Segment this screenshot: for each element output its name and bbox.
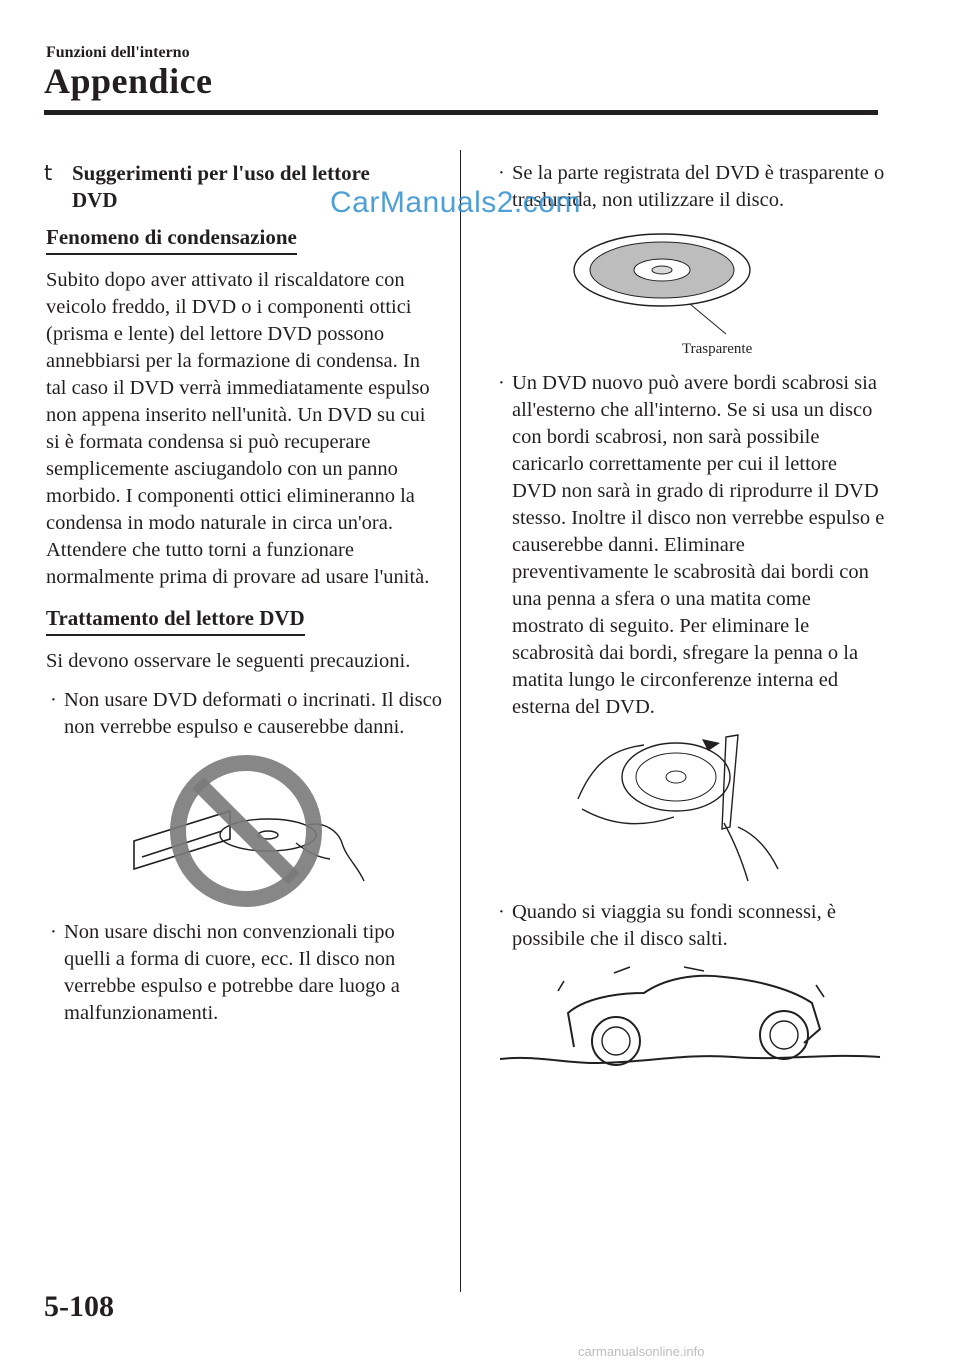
page-number: 5-108 <box>44 1290 114 1323</box>
vibration-marks <box>558 967 824 997</box>
transparent-label: Trasparente <box>682 341 753 357</box>
bullet-rough-roads <box>494 899 886 953</box>
condensation-heading: Fenomeno di condensazione <box>46 224 297 255</box>
wheel <box>770 1021 798 1049</box>
bumpy-road <box>500 1056 880 1063</box>
bullet-dot: · <box>498 372 505 394</box>
column-divider <box>460 150 461 1292</box>
right-hand-icon <box>724 823 778 881</box>
transparent-disc-figure <box>494 224 886 362</box>
bullet-dot: · <box>498 901 505 923</box>
deburring-disc-illustration <box>494 731 886 891</box>
section-marker: t <box>44 161 53 185</box>
watermark-top: CarManuals2.com <box>330 186 581 219</box>
header-rule <box>44 110 878 115</box>
bullet-dot: · <box>498 162 505 184</box>
left-hand-icon <box>578 745 674 824</box>
left-column <box>46 160 444 1037</box>
header-section-label: Funzioni dell'interno <box>46 44 190 61</box>
handling-heading: Trattamento del lettore DVD <box>46 605 305 636</box>
no-damaged-disc-illustration <box>46 751 444 911</box>
bullet-damaged-dvd <box>46 687 444 741</box>
wheel <box>592 1017 640 1065</box>
bullet-dot: · <box>50 921 57 943</box>
bullet-text: Un DVD nuovo può avere bordi scabrosi sia all'esterno che all'interno. Se si usa un disco con bordi scabrosi, non sarà possibile caricarlo correttamente per cui il lettore DVD non sarà in grado di riprodurre il DVD stesso. Inoltre il disco non verrebbe espulso e causerebbe danni. Eliminare preventivamente le scabrosità dai bordi con una penna a sfera o una matita come mostrato di seguito. Per eliminare le scabrosità dai bordi, sfregare la penna o la matita lungo le circonferenze interna ed esterna del DVD. <box>512 372 885 718</box>
section-title-line-2: DVD <box>72 188 118 212</box>
bullet-dot: · <box>50 689 57 711</box>
bullet-text: Quando si viaggia su fondi sconnessi, è possibile che il disco salti. <box>512 901 836 950</box>
condensation-text: Subito dopo aver attivato il riscaldatore con veicolo freddo, il DVD o i componenti ottici (prisma e lente) del lettore DVD possono annebbiarsi per la formazione di condensa. In tal caso il DVD verrà immediatamente espulso non appena inserito nell'unità. Un DVD su cui si è formata condensa si può recuperare semplicemente asciugandolo con un panno morbido. I componenti ottici elimineranno la condensa in modo naturale in circa un'ora. Attendere che tutto torni a funzionare normalmente prima di provare ad usare l'unità. <box>46 269 430 588</box>
bullet-rough-edges <box>494 370 886 721</box>
bullet-text: Non usare dischi non convenzionali tipo quelli a forma di cuore, ecc. Il disco non verrebbe espulso e potrebbe dare luogo a malfunzionamenti. <box>64 921 400 1024</box>
page-title: Appendice <box>44 61 213 101</box>
bullet-nonstandard-disc <box>46 919 444 1027</box>
wheel <box>760 1011 808 1059</box>
prohibition-icon <box>178 763 314 899</box>
arrow-icon <box>702 739 720 751</box>
car-bumpy-road-illustration <box>494 963 886 1073</box>
right-column <box>494 160 886 1081</box>
wheel <box>602 1027 630 1055</box>
bullet-text: Non usare DVD deformati o incrinati. Il disco non verrebbe espulso e causerebbe danni. <box>64 689 443 738</box>
handling-intro: Si devono osservare le seguenti precauzioni. <box>46 650 411 672</box>
watermark-bottom: carmanualsonline.info <box>578 1344 705 1359</box>
section-title-line-1: Suggerimenti per l'uso del lettore <box>72 161 370 185</box>
bullet-text: Se la parte registrata del DVD è trasparente o traslucida, non utilizzare il disco. <box>512 162 885 211</box>
